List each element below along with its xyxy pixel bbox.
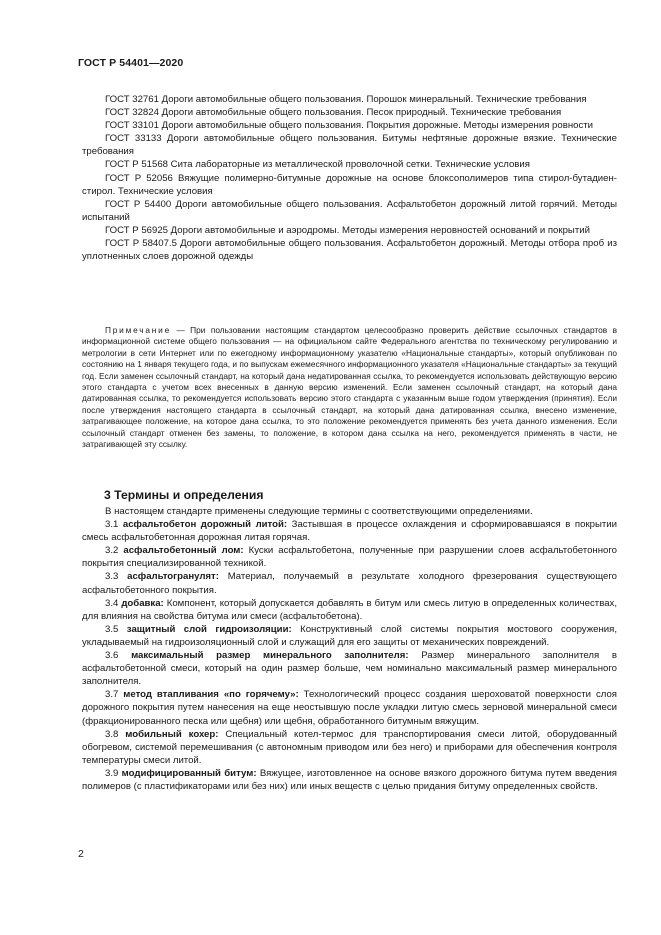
term-entry (82, 544, 617, 570)
note-text: — При пользовании настоящим стандартом целесообразно проверить действие ссылочных стандартов в информационной системе общего пользования — на официальном сайте Федерального агентства по техническому регулированию и метрологии в сети Интернет или по ежегодному информационному указателю «Национальные стандарты», который опубликован по состоянию на 1 января текущего года, и по выпускам ежемесячного информационного указателя «Национальные стандарты» за текущий год. Если заменен ссылочный стандарт, на который дана недатированная ссылка, то рекомендуется использовать действующую версию этого стандарта с учетом всех внесенных в данную версию изменений. Если заменен ссылочный стандарт, на который дана датированная ссылка, то рекомендуется использовать версию этого стандарта с указанным выше годом утверждения (принятия). Если после утверждения настоящего стандарта в ссылочный стандарт, на который дана датированная ссылка, внесено изменение, затрагивающее положение, на которое дана ссылка, то это положение рекомендуется применять без учета данного изменения. Если ссылочный стандарт отменен без замены, то положение, в котором дана ссылка на него, рекомендуется применять в части, не затрагивающей эту ссылку. (82, 325, 617, 450)
term-number: 3.3 (105, 571, 128, 583)
term-name: защитный слой гидроизоляции: (126, 623, 292, 635)
reference-item: ГОСТ Р 58407.5 Дороги автомобильные общего пользования. Асфальтобетон дорожный. Методы отбора проб из уплотненных слоев дорожной одежды (82, 238, 617, 263)
page-number: 2 (78, 848, 84, 860)
term-number: 3.1 (105, 519, 123, 531)
note-block (82, 325, 617, 450)
term-definition: Материал, получаемый в результате холодного фрезерования существующего асфальтобетонного покрытия. (82, 571, 617, 596)
term-definition: Застывшая в процессе охлаждения и сформировавшаяся в покрытии смесь асфальтобетонная дорожная литая горячая. (82, 519, 617, 544)
document-header: ГОСТ Р 54401—2020 (78, 57, 184, 69)
term-entry (82, 767, 617, 793)
term-name: добавка: (121, 597, 164, 609)
term-entry (82, 518, 617, 544)
term-definition: Технологический процесс создания шероховатой поверхности слоя дорожного покрытия путем нанесения на еще неостывшую после укладки литую смесь зерновой минеральной смеси (фракционированного песка или щебня) или щебня, обработанного битумным вяжущим. (82, 689, 617, 727)
section-title: 3 Термины и определения (104, 488, 264, 502)
reference-item: ГОСТ 33101 Дороги автомобильные общего пользования. Покрытия дорожные. Методы измерения ровности (105, 120, 594, 132)
term-name: модифицированный битум: (121, 767, 257, 779)
term-entry (82, 688, 617, 727)
term-number: 3.8 (105, 728, 126, 740)
term-name: метод втапливания «по горячему»: (123, 689, 299, 701)
term-number: 3.9 (105, 767, 122, 779)
term-name: асфальтогранулят: (127, 571, 219, 583)
term-number: 3.5 (105, 623, 127, 635)
term-entry (82, 649, 617, 688)
term-definition: Конструктивный слой системы покрытия мостового сооружения, укладываемый на гидроизоляционный слой и служащий для его защиты от механических повреждений. (82, 623, 617, 648)
reference-item: ГОСТ 33133 Дороги автомобильные общего пользования. Битумы нефтяные дорожные вязкие. Технические требования (82, 133, 617, 158)
term-number: 3.7 (105, 689, 124, 701)
reference-item: ГОСТ Р 51568 Сита лабораторные из металлической проволочной сетки. Технические условия (105, 159, 530, 171)
term-number: 3.6 (105, 650, 132, 662)
section-intro: В настоящем стандарте применены следующие термины с соответствующими определениями. (105, 506, 533, 517)
normative-references (82, 93, 617, 263)
reference-item: ГОСТ 32824 Дороги автомобильные общего пользования. Песок природный. Технические требования (105, 107, 562, 119)
note-paragraph (82, 325, 617, 450)
term-definition: Компонент, который допускается добавлять в битум или смесь литую в определенных количествах, для влияния на свойства битума или смеси (асфальтобетона). (82, 597, 617, 622)
reference-item: ГОСТ 32761 Дороги автомобильные общего пользования. Порошок минеральный. Технические требования (105, 94, 587, 105)
term-name: максимальный размер минерального заполнителя: (131, 650, 409, 662)
reference-item: ГОСТ Р 56925 Дороги автомобильные и аэродромы. Методы измерения неровностей оснований и покрытий (105, 224, 590, 236)
term-definition: Куски асфальтобетона, полученные при разрушении слоев асфальтобетонного покрытия специализированной техникой. (82, 545, 617, 570)
term-number: 3.2 (105, 545, 124, 557)
term-entry (82, 728, 617, 767)
term-entry (82, 597, 617, 623)
term-number: 3.4 (105, 597, 122, 609)
term-definition: Вяжущее, изготовленное на основе вязкого дорожного битума путем введения полимеров (с пластификаторами или без них) или иных веществ с целью придания битуму определенных свойств. (82, 767, 617, 792)
term-definition: Размер минерального заполнителя в асфальтобетонной смеси, который на один размер больше, чем номинально максимальный размер минерального заполнителя. (82, 650, 617, 688)
term-entry (82, 623, 617, 649)
terms-list (82, 505, 617, 793)
reference-item: ГОСТ Р 52056 Вяжущие полимерно-битумные дорожные на основе блоксополимеров типа стирол-бутадиен-стирол. Технические условия (82, 172, 617, 197)
term-name: асфальтобетонный лом: (123, 545, 244, 557)
note-label: Примечание (105, 325, 172, 335)
reference-item: ГОСТ Р 54400 Дороги автомобильные общего пользования. Асфальтобетон дорожный литой горячий. Методы испытаний (82, 198, 617, 223)
term-name: мобильный кохер: (125, 728, 219, 740)
term-definition: Специальный котел-термос для транспортирования смеси литой, оборудованный обогревом, системой перемешивания (с автономным приводом или без него) и приборами для обеспечения контроля температуры смеси литой. (82, 728, 617, 766)
term-entry (82, 570, 617, 596)
term-name: асфальтобетон дорожный литой: (122, 519, 288, 531)
